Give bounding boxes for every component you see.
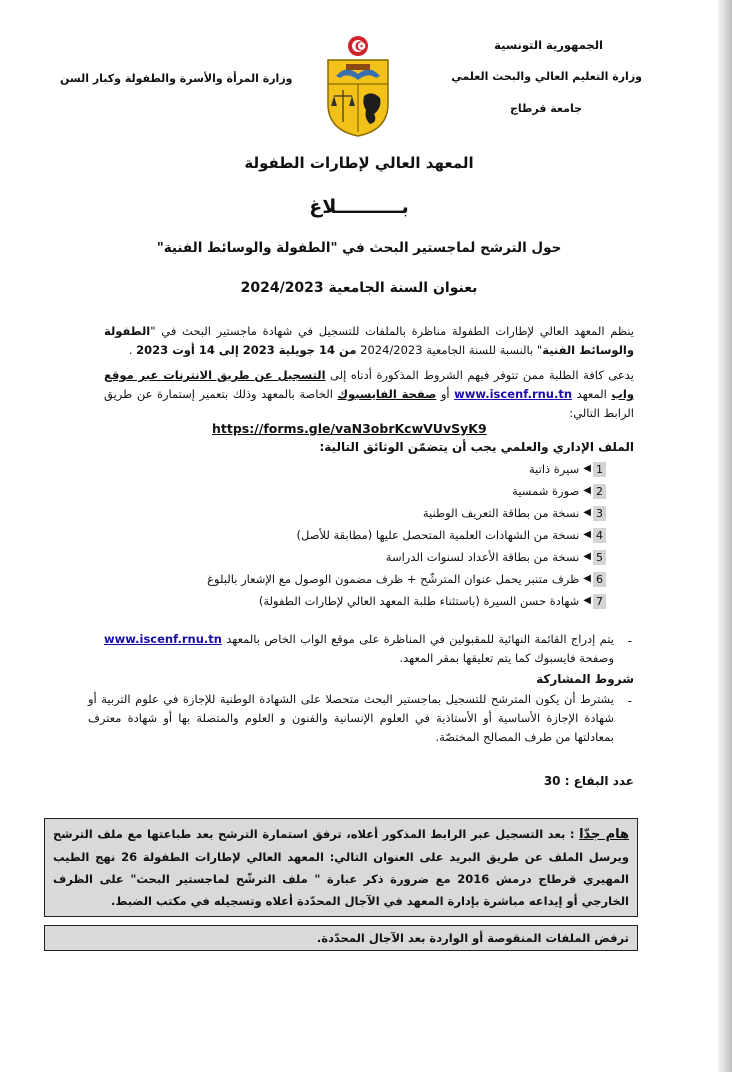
- arrow-icon: ◀: [583, 551, 591, 562]
- registration-paragraph: يدعى كافة الطلبة ممن تتوفر فيهم الشروط المذكورة أدناه إلى التسجيل عن طريق الانترنات عبر موقع واب المعهد www.iscenf.rnu.tn أو صفحة الفايسبوك الخاصة بالمعهد وذلك بتعمير إستمارة عن طريق الرابط التالي:: [104, 368, 634, 420]
- arrow-icon: ◀: [583, 463, 591, 474]
- arrow-icon: ◀: [583, 573, 591, 584]
- results-website-link[interactable]: www.iscenf.rnu.tn: [104, 632, 222, 646]
- page-edge-shadow: [718, 0, 732, 1072]
- ministry-women-label: وزارة المرأة والأسرة والطفولة وكبار السن: [60, 72, 293, 85]
- documents-heading: الملف الإداري والعلمي يجب أن يتضمّن الوثائق التالية:: [319, 440, 634, 454]
- document-item: 3 ◀ نسخة من بطاقة التعريف الوطنية: [207, 502, 606, 524]
- results-paragraph: يتم إدراج القائمة النهائية للمقبولين في المناظرة على موقع الواب الخاص بالمعهد www.iscenf.rnu.tn وصفحة فايسبوك كما يتم تعليقها بمقر المعهد.: [104, 632, 614, 665]
- dash-icon: -: [627, 634, 632, 648]
- document-item: 5 ◀ نسخة من بطاقة الأعداد لسنوات الدراسة: [207, 546, 606, 568]
- arrow-icon: ◀: [583, 507, 591, 518]
- important-label: هام جدّا: [579, 827, 629, 842]
- item-number: 3: [593, 506, 606, 521]
- subject-title: حول الترشح لماجستير البحث في "الطفولة والوسائط الفنية": [156, 240, 562, 256]
- conditions-paragraph: يشترط أن يكون المترشح للتسجيل بماجستير البحث متحصلا على الشهادة الوطنية للإجازة في علوم التربية أو شهادة الإجازة الأساسية أو الأستاذية في العلوم الإنسانية والفنون و العلوم والمتصلة بها أو شهادة معترف بمعادلتها من طرف المصالح المختصّة.: [88, 692, 614, 744]
- item-number: 7: [593, 594, 606, 609]
- important-notice-box: هام جدّا : بعد التسجيل عبر الرابط المذكور أعلاه، ترفق استمارة الترشح بعد طباعتها مع ملف الترشح ويرسل الملف عن طريق البريد على العنوان التالي: المعهد العالي لإطارات الطفولة 26 نهج الطيب المهيري قرطاج درمش 2016 مع ضرورة ذكر عبارة " ملف الترشّح لماجستير البحث" على الظرف الخارجي أو إيداعه مباشرة بإدارة المعهد في الآجال المحدّدة أعلاه وتسجيله في مكتب الضبط.: [44, 818, 638, 917]
- republic-label: الجمهورية التونسية: [494, 38, 603, 52]
- document-item: 4 ◀ نسخة من الشهادات العلمية المتحصل عليها (مطابقة للأصل): [207, 524, 606, 546]
- document-item: 2 ◀ صورة شمسية: [207, 480, 606, 502]
- arrow-icon: ◀: [583, 485, 591, 496]
- item-number: 6: [593, 572, 606, 587]
- document-item: 7 ◀ شهادة حسن السيرة (باستثناء طلبة المعهد العالي لإطارات الطفولة): [207, 590, 606, 612]
- intro-paragraph: ينظم المعهد العالي لإطارات الطفولة مناظرة بالملفات للتسجيل في شهادة ماجستير البحث في "الطفولة والوسائط الفنية" بالنسبة للسنة الجامعية 2024/2023 من 14 جويلية 2023 إلى 14 أوت 2023 .: [104, 324, 634, 357]
- dash-icon: -: [627, 694, 632, 708]
- arrow-icon: ◀: [583, 595, 591, 606]
- arrow-icon: ◀: [583, 529, 591, 540]
- academic-year-title: بعنوان السنة الجامعية 2024/2023: [240, 280, 478, 296]
- university-label: جامعة قرطاج: [509, 102, 582, 115]
- documents-list: [207, 458, 606, 612]
- item-number: 2: [593, 484, 606, 499]
- institute-title: المعهد العالي لإطارات الطفولة: [244, 154, 474, 172]
- places-count: عدد البقاع : 30: [543, 774, 634, 788]
- item-number: 1: [593, 462, 606, 477]
- tunisia-emblem-icon: [322, 34, 394, 138]
- document-item: 6 ◀ ظرف متنبر يحمل عنوان المترشّح + ظرف مضمون الوصول مع الإشعار بالبلوغ: [207, 568, 606, 590]
- institute-website-link[interactable]: www.iscenf.rnu.tn: [454, 387, 573, 401]
- item-number: 5: [593, 550, 606, 565]
- registration-form-link[interactable]: https://forms.gle/vaN3obrKcwVUvSyK9: [212, 421, 487, 436]
- conditions-heading: شروط المشاركة: [536, 672, 634, 686]
- document-item: 1 ◀ سيرة ذاتية: [207, 458, 606, 480]
- item-number: 4: [593, 528, 606, 543]
- ministry-higher-ed-label: وزارة التعليم العالي والبحث العلمي: [451, 70, 642, 83]
- notice-title: بــــــــــلاغ: [309, 196, 409, 218]
- rejection-notice-box: ترفض الملفات المنقوصة أو الواردة بعد الآجال المحدّدة.: [44, 925, 638, 951]
